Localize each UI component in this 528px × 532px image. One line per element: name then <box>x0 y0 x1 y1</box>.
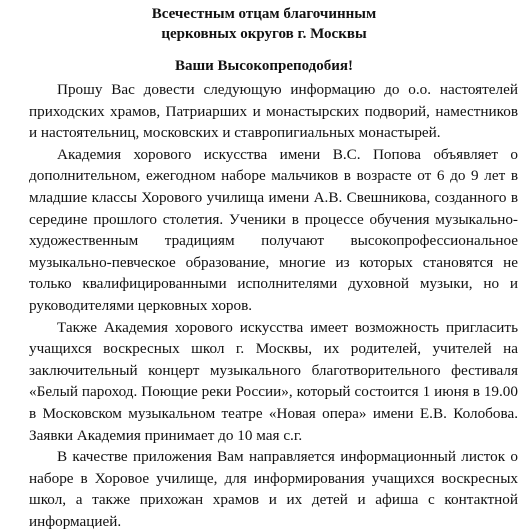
addressee-line-1: Всечестным отцам благочинным <box>151 6 377 22</box>
paragraph-attachments: В качестве приложения Вам направляется информационный листок о наборе в Хоровое училище, для информирования учащихся воскресных школ, а также прихожан храмов и их детей и афиша с контактной информацией. <box>29 448 518 530</box>
salutation: Ваши Высокопреподобия! <box>174 58 354 74</box>
paragraph-concert-invitation: Также Академия хорового искусства имеет возможность пригласить учащихся воскресных школ г. Москвы, их родителей, учителей на заключительный концерт музыкального благотворительного фестиваля «Белый пароход. Поющие реки России», который состоится 1 июня в 19.00 в Московском музыкальном театре «Новая опера» имени Е.В. Колобова. Заявки Академия принимает до 10 мая с.г. <box>29 318 518 444</box>
paragraph-enrollment: Академия хорового искусства имени В.С. Попова объявляет о дополнительном, ежегодном наборе мальчиков в возрасте от 6 до 9 лет в младшие классы Хорового училища имени А.В. Свешникова, созданного в середине прошлого столетия. Ученики в процессе обучения музыкально-художественным традициям получают высокопрофессиональное музыкально-певческое образование, многие из которых становятся не только квалифицированными исполнителями духовной музыки, но и руководителями церковных хоров. <box>29 145 518 314</box>
addressee-line-2: церковных округов г. Москвы <box>161 26 367 42</box>
paragraph-request: Прошу Вас довести следующую информацию до о.о. настоятелей приходских храмов, Патриарших и монастырских подворий, наместников и настоятельниц, московских и ставропигиальных монастырей. <box>29 81 518 142</box>
letter-body <box>29 79 518 532</box>
addressee-block <box>0 4 528 44</box>
